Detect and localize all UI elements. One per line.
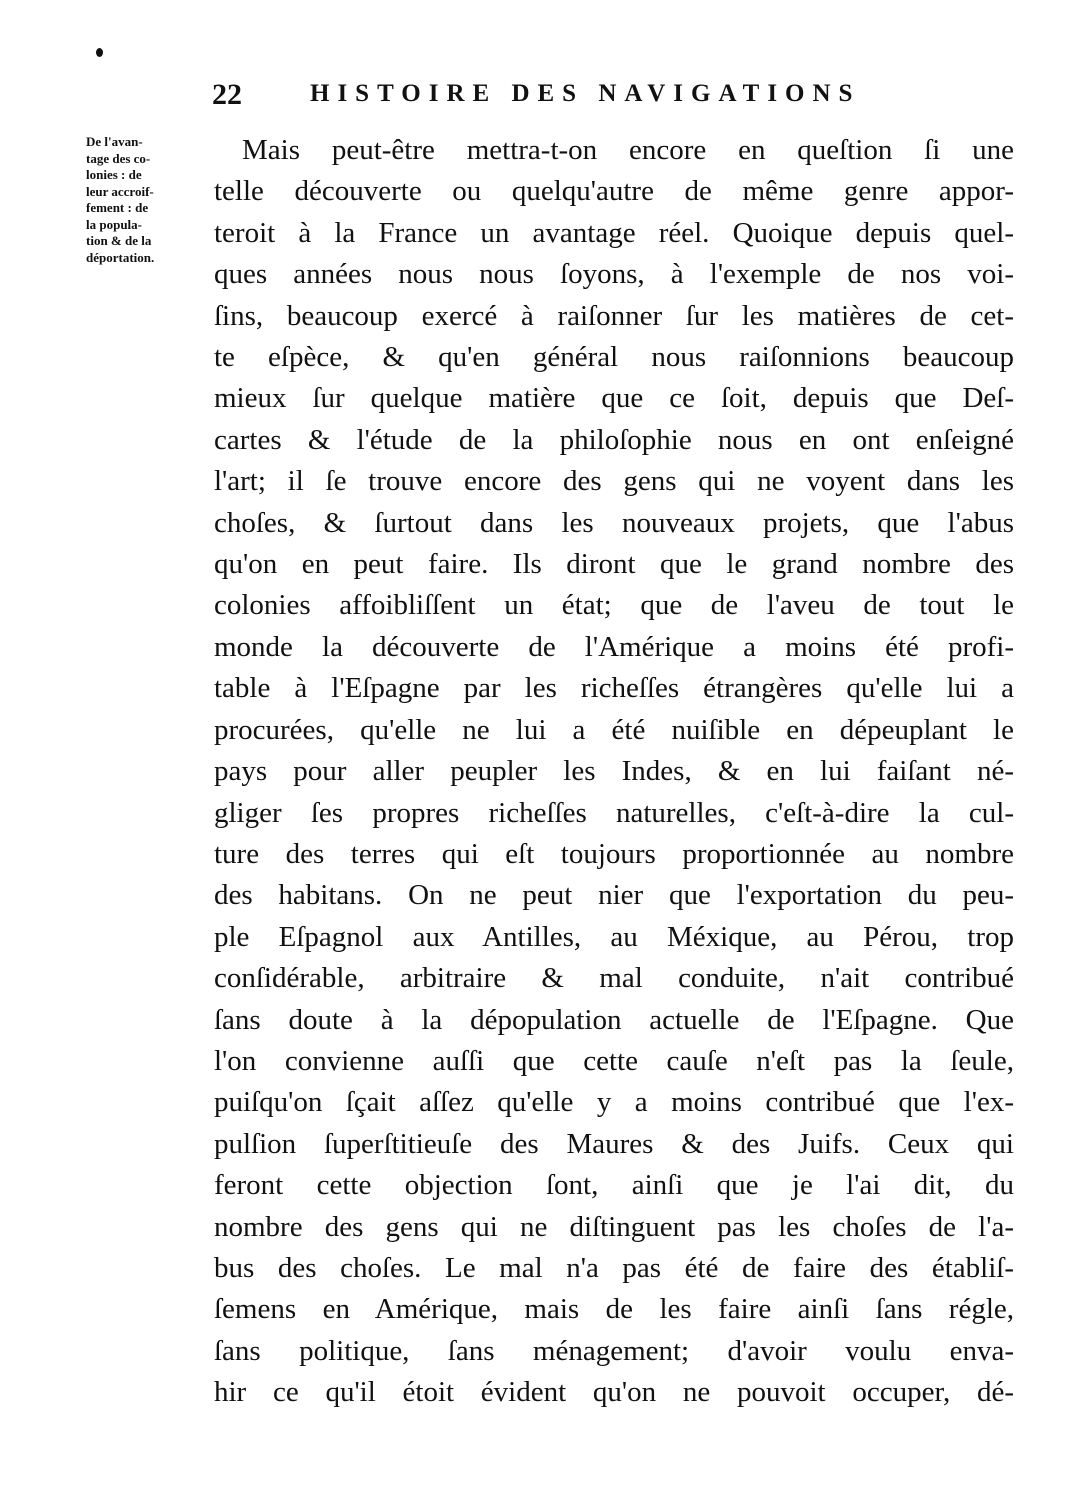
text-line: colonies affoibliſſent un état; que de l'aveu de tout le (214, 589, 1014, 622)
text-line: bus des choſes. Le mal n'a pas été de faire des établiſ- (214, 1251, 1014, 1284)
text-line: ſans doute à la dépopulation actuelle de l'Eſpagne. Que (214, 1003, 1014, 1036)
text-line: puiſqu'on ſçait aſſez qu'elle y a moins contribué que l'ex- (214, 1086, 1014, 1119)
text-line: ple Eſpagnol aux Antilles, au Méxique, au Pérou, trop (214, 920, 1014, 953)
text-line: telle découverte ou quelqu'autre de même genre appor- (214, 175, 1014, 208)
running-head: HISTOIRE DES NAVIGATIONS (310, 80, 861, 107)
text-line: procurées, qu'elle ne lui a été nuiſible en dépeuplant le (214, 713, 1014, 746)
text-line: choſes, & ſurtout dans les nouveaux projets, que l'abus (214, 506, 1014, 539)
margin-note-line: tion & de la (86, 233, 152, 248)
text-line: hir ce qu'il étoit évident qu'on ne pouvoit occuper, dé- (214, 1376, 1014, 1409)
text-line: ture des terres qui eſt toujours proportionnée au nombre (214, 837, 1014, 870)
text-line: l'art; il ſe trouve encore des gens qui ne voyent dans les (214, 465, 1014, 498)
printer-mark (96, 48, 103, 57)
text-line: mieux ſur quelque matière que ce ſoit, depuis que Deſ- (214, 382, 1014, 415)
margin-note-line: fement : de (86, 200, 149, 215)
margin-note-line: leur accroif- (86, 183, 154, 199)
text-line: ſans politique, ſans ménagement; d'avoir voulu enva- (214, 1334, 1014, 1367)
text-line: conſidérable, arbitraire & mal conduite, n'ait contribué (214, 962, 1014, 995)
text-line: monde la découverte de l'Amérique a moins été profi- (214, 630, 1014, 663)
text-line: pays pour aller peupler les Indes, & en lui faiſant né- (214, 755, 1014, 788)
margin-note-line: la popula- (86, 216, 142, 232)
text-line: nombre des gens qui ne diſtinguent pas les choſes de l'a- (214, 1210, 1014, 1243)
page-header (212, 78, 1012, 122)
text-line: cartes & l'étude de la philoſophie nous en ont enſeigné (214, 423, 1014, 456)
margin-note (86, 134, 206, 266)
text-line: qu'on en peut faire. Ils diront que le grand nombre des (214, 548, 1014, 581)
margin-note-line: De l'avan- (86, 134, 143, 149)
text-line: des habitans. On ne peut nier que l'exportation du peu- (214, 879, 1014, 912)
margin-note-line: déportation. (86, 249, 155, 265)
body-text (214, 130, 1014, 1414)
text-line: ques années nous nous ſoyons, à l'exemple de nos voi- (214, 258, 1014, 291)
text-line: Mais peut-être mettra-t-on encore en queſtion ſi une (242, 134, 1014, 166)
text-line: ſemens en Amérique, mais de les faire ainſi ſans régle, (214, 1293, 1014, 1326)
text-line: table à l'Eſpagne par les richeſſes étrangères qu'elle lui a (214, 672, 1014, 705)
text-line: teroit à la France un avantage réel. Quoique depuis quel- (214, 216, 1014, 249)
text-line: ſins, beaucoup exercé à raiſonner ſur les matières de cet- (214, 299, 1014, 332)
text-line: te eſpèce, & qu'en général nous raiſonnions beaucoup (214, 341, 1014, 374)
page-number: 22 (212, 78, 242, 111)
text-line: pulſion ſuperſtitieuſe des Maures & des Juifs. Ceux qui (214, 1127, 1014, 1160)
text-line: feront cette objection ſont, ainſi que je l'ai dit, du (214, 1169, 1014, 1202)
text-line: gliger ſes propres richeſſes naturelles, c'eſt-à-dire la cul- (214, 796, 1014, 829)
margin-note-line: lonies : de (86, 167, 142, 182)
margin-note-line: tage des co- (86, 150, 151, 166)
text-line: l'on convienne auſſi que cette cauſe n'eſt pas la ſeule, (214, 1044, 1014, 1077)
